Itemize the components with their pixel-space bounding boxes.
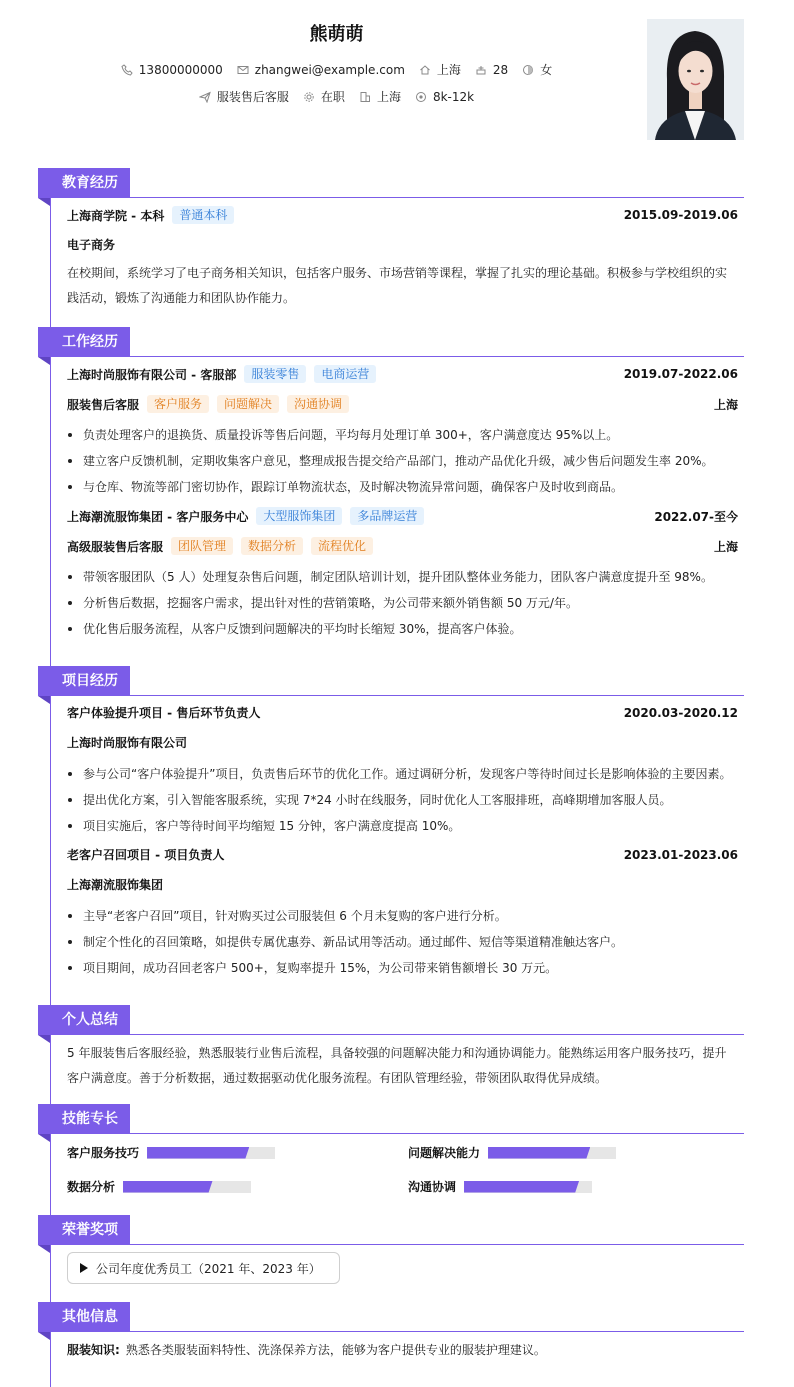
education-section: [38, 168, 744, 308]
education-body: [67, 206, 738, 306]
status-item: [303, 88, 345, 105]
salary-text: 8k-12k: [432, 89, 475, 104]
profile-photo: [647, 19, 744, 140]
list-item: 项目期间，成功召回老客户 500+，复购率提升 15%，为公司带来销售额增长 30 万元。: [67, 959, 738, 977]
gender-icon: [522, 64, 534, 76]
company-name: 上海潮流服饰集团 - 客户服务中心: [67, 509, 249, 524]
candidate-name: 熊萌萌: [309, 24, 364, 45]
skill-bar: [464, 1181, 592, 1193]
project-org: 上海潮流服饰集团: [67, 878, 164, 892]
skill-label: 客户服务技巧: [67, 1146, 140, 1160]
email-item: [237, 63, 405, 77]
project-date: 2023.01-2023.06: [623, 847, 738, 862]
job-target-item: [199, 88, 289, 105]
awards-section: [38, 1215, 744, 1287]
section-title: 工作经历: [38, 327, 130, 357]
salary-item: [415, 90, 474, 104]
projects-header: [38, 666, 744, 696]
section-title: 技能专长: [38, 1104, 130, 1134]
project-org: 上海时尚服饰有限公司: [67, 736, 188, 750]
section-notch: [38, 1332, 50, 1340]
list-item: 优化售后服务流程，从客户反馈到问题解决的平均时长缩短 30%，提高客户体验。: [67, 620, 738, 638]
skills-header: [38, 1104, 744, 1134]
skill-bar: [488, 1147, 616, 1159]
projects-body: [67, 704, 738, 984]
location-item: [419, 61, 461, 78]
section-divider: [38, 197, 744, 198]
education-row: [67, 206, 738, 224]
company-tag: 大型服饰集团: [256, 507, 342, 525]
education-header: [38, 168, 744, 198]
company-tag: 多品牌运营: [350, 507, 424, 525]
school-tag: 普通本科: [172, 206, 234, 224]
job-row: [67, 507, 738, 525]
section-divider: [38, 1244, 744, 1245]
company-tag: 服装零售: [244, 365, 306, 383]
list-item: 与仓库、物流等部门密切协作，跟踪订单物流状态，及时解决物流异常问题，确保客户及时收到商品。: [67, 478, 738, 496]
awards-body: [67, 1252, 738, 1286]
phone-icon: [121, 64, 133, 76]
summary-body: [67, 1041, 738, 1091]
other-body: [67, 1341, 738, 1361]
skill-tag: 流程优化: [311, 537, 373, 555]
company-name: 上海时尚服饰有限公司 - 客服部: [67, 367, 237, 382]
skill-fill: [464, 1181, 579, 1193]
section-title: 其他信息: [38, 1302, 130, 1332]
section-divider: [38, 1133, 744, 1134]
job-target-text: 服装售后客服: [216, 90, 289, 104]
section-divider: [38, 356, 744, 357]
skill-item: [67, 1178, 251, 1195]
gender-text: 女: [540, 63, 553, 77]
age-item: [475, 63, 508, 77]
project-org-row: [67, 734, 738, 751]
project-name: 老客户召回项目 - 项目负责人: [67, 848, 225, 862]
skill-tag: 沟通协调: [287, 395, 349, 413]
skill-label: 数据分析: [67, 1180, 116, 1194]
skill-bar: [123, 1181, 251, 1193]
section-notch: [38, 1035, 50, 1043]
cake-icon: [475, 64, 487, 76]
project-row: [67, 704, 738, 721]
skills-body: [67, 1142, 738, 1198]
phone-text: 13800000000: [138, 62, 223, 77]
list-item: 提出优化方案，引入智能客服系统，实现 7*24 小时在线服务，同时优化人工客服排班，高峰期增加客服人员。: [67, 791, 738, 809]
project-name: 客户体验提升项目 - 售后环节负责人: [67, 706, 261, 720]
school-name: 上海商学院 - 本科: [67, 208, 165, 223]
work-body: [67, 365, 738, 645]
education-desc: 在校期间，系统学习了电子商务相关知识，包括客户服务、市场营销等课程，掌握了扎实的理论基础。积极参与学校组织的实践活动，锻炼了沟通能力和团队协作能力。: [67, 266, 728, 305]
job-place: 上海: [713, 539, 738, 554]
age-text: 28: [492, 62, 509, 77]
skill-bar: [147, 1147, 275, 1159]
other-text: 熟悉各类服装面料特性、洗涤保养方法，能够为客户提供专业的服装护理建议。: [125, 1343, 546, 1357]
project-row: [67, 846, 738, 863]
role-name: 高级服装售后客服: [67, 539, 164, 554]
city-text: 上海: [376, 90, 401, 104]
skill-fill: [123, 1181, 213, 1193]
award-text: 公司年度优秀员工（2021 年、2023 年）: [96, 1261, 321, 1276]
location-text: 上海: [436, 63, 461, 77]
major-name: 电子商务: [67, 238, 116, 252]
skill-fill: [147, 1147, 249, 1159]
gear-icon: [303, 91, 315, 103]
section-divider: [38, 1034, 744, 1035]
section-title: 荣誉奖项: [38, 1215, 130, 1245]
phone-item: [121, 63, 223, 77]
section-notch: [38, 1245, 50, 1253]
skill-label: 沟通协调: [408, 1180, 457, 1194]
job-date: 2019.07-2022.06: [623, 367, 738, 381]
job-row: [67, 365, 738, 383]
other-label: 服装知识:: [67, 1343, 120, 1357]
status-text: 在职: [320, 90, 345, 104]
home-icon: [419, 64, 431, 76]
gender-item: [522, 61, 552, 78]
send-icon: [199, 91, 211, 103]
work-section: [38, 327, 744, 647]
list-item: 建立客户反馈机制，定期收集客户意见，整理成报告提交给产品部门，推动产品优化升级，减少售后问题发生率 20%。: [67, 452, 738, 470]
skill-tag: 客户服务: [147, 395, 209, 413]
job-intent-row: [0, 88, 673, 105]
summary-section: [38, 1005, 744, 1090]
coin-icon: [415, 91, 427, 103]
role-row: [67, 395, 738, 413]
contact-row: [0, 61, 673, 78]
skill-item: [408, 1178, 592, 1195]
summary-header: [38, 1005, 744, 1035]
skill-tag: 团队管理: [171, 537, 233, 555]
section-notch: [38, 1134, 50, 1142]
list-item: 参与公司“客户体验提升”项目，负责售后环节的优化工作。通过调研分析，发现客户等待时间过长是影响体验的主要因素。: [67, 765, 738, 783]
projects-section: [38, 666, 744, 986]
section-title: 项目经历: [38, 666, 130, 696]
list-item: 项目实施后，客户等待时间平均缩短 15 分钟，客户满意度提高 10%。: [67, 817, 738, 835]
skill-tag: 问题解决: [217, 395, 279, 413]
work-header: [38, 327, 744, 357]
education-date: 2015.09-2019.06: [623, 208, 738, 222]
section-divider: [38, 695, 744, 696]
list-item: 负责处理客户的退换货、质量投诉等售后问题，平均每月处理订单 300+，客户满意度达 95%以上。: [67, 426, 738, 444]
section-notch: [38, 198, 50, 206]
project-org-row: [67, 876, 738, 893]
skill-label: 问题解决能力: [408, 1146, 481, 1160]
award-item[interactable]: [67, 1252, 340, 1284]
building-icon: [359, 91, 371, 103]
skill-item: [408, 1144, 616, 1161]
role-row: [67, 537, 738, 555]
mail-icon: [237, 64, 249, 76]
list-item: 主导“老客户召回”项目，针对购买过公司服装但 6 个月未复购的客户进行分析。: [67, 907, 738, 925]
city-item: [359, 88, 401, 105]
other-row: [67, 1341, 738, 1358]
caret-right-icon: [80, 1263, 88, 1273]
role-name: 服装售后客服: [67, 397, 140, 412]
list-item: 分析售后数据，挖掘客户需求，提出针对性的营销策略，为公司带来额外销售额 50 万元/年。: [67, 594, 738, 612]
major-row: [67, 236, 738, 253]
job-date: 2022.07-至今: [654, 509, 738, 524]
list-item: 带领客服团队（5 人）处理复杂售后问题，制定团队培训计划，提升团队整体业务能力，团队客户满意度提升至 98%。: [67, 568, 738, 586]
section-notch: [38, 357, 50, 365]
skill-tag: 数据分析: [241, 537, 303, 555]
project-date: 2020.03-2020.12: [623, 705, 738, 720]
list-item: 制定个性化的召回策略，如提供专属优惠券、新品试用等活动。通过邮件、短信等渠道精准触达客户。: [67, 933, 738, 951]
email-text: zhangwei@example.com: [254, 62, 405, 77]
section-divider: [38, 1331, 744, 1332]
awards-header: [38, 1215, 744, 1245]
section-title: 个人总结: [38, 1005, 130, 1035]
skills-section: [38, 1104, 744, 1200]
summary-text: 5 年服装售后客服经验，熟悉服装行业售后流程，具备较强的问题解决能力和沟通协调能力。能熟练运用客户服务技巧，提升客户满意度。善于分析数据，通过数据驱动优化服务流程。有团队管理经验，带领团队取得优异成绩。: [67, 1046, 727, 1085]
resume-header: [0, 0, 794, 160]
other-section: [38, 1302, 744, 1362]
section-notch: [38, 696, 50, 704]
skill-fill: [488, 1147, 590, 1159]
other-header: [38, 1302, 744, 1332]
company-tag: 电商运营: [314, 365, 376, 383]
section-title: 教育经历: [38, 168, 130, 198]
skill-item: [67, 1144, 275, 1161]
job-place: 上海: [713, 397, 738, 412]
